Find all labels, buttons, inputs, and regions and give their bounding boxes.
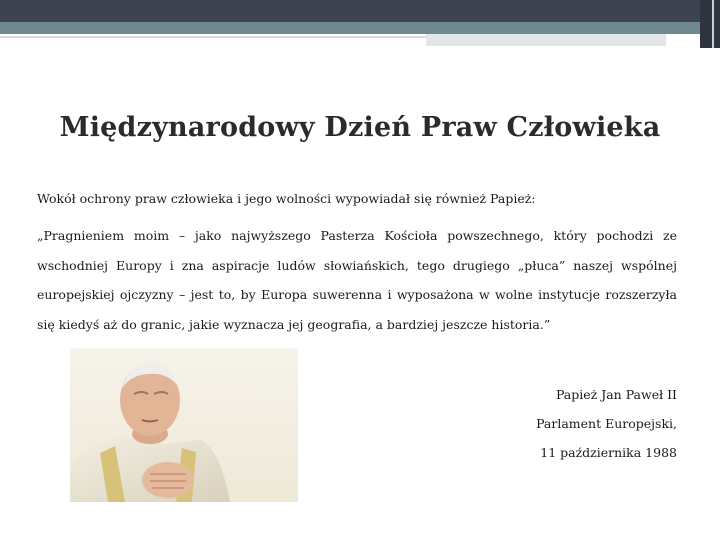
header-decoration: [0, 0, 720, 48]
signature-author: Papież Jan Paweł II: [555, 387, 677, 402]
header-right-edge-line: [712, 0, 714, 48]
intro-text: Wokół ochrony praw człowieka i jego wolności wypowiadał się również Papież:: [37, 191, 536, 206]
header-light-block-right: [426, 34, 666, 46]
header-light-line-left: [0, 36, 430, 38]
header-right-strip: [700, 0, 720, 48]
header-teal-band: [0, 22, 720, 34]
header-dark-band: [0, 0, 720, 22]
quote-text: „Pragnieniem moim – jako najwyższego Pasterza Kościoła powszechnego, który pochodzi ze wschodniej Europy i zna aspiracje ludów słowiańskich, tego drugiego „płuca” naszej wspólnej europejskiej ojczyzny – jest to, by Europa suwerenna i wyposażona w wolne instytucje rozszerzyła się kiedyś aż do granic, jakie wyznacza jej geografia, a bardziej jeszcze historia.”: [37, 228, 677, 332]
signature-place: Parlament Europejski,: [536, 416, 677, 431]
folded-hands: [142, 462, 194, 498]
pope-photo: [70, 348, 298, 502]
signature-block: [536, 380, 677, 467]
signature-date: 11 października 1988: [540, 445, 677, 460]
slide-title: Międzynarodowy Dzień Praw Człowieka: [59, 112, 661, 143]
